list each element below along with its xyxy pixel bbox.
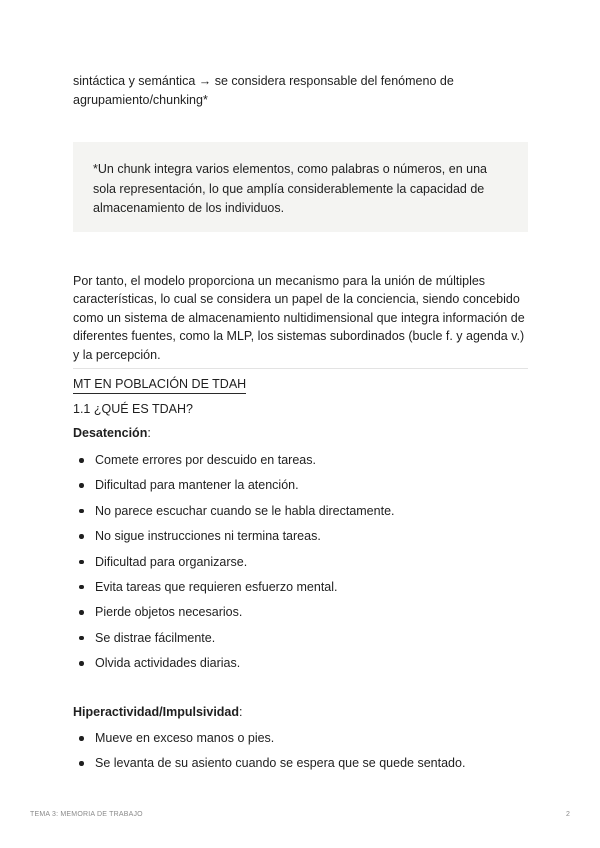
hyperactivity-colon: : [239,705,243,719]
inattention-heading [73,425,151,441]
hyperactivity-heading [73,704,243,720]
inattention-list [73,452,528,681]
list-item: Se levanta de su asiento cuando se espera que se quede sentado. [73,755,528,780]
list-item: No parece escuchar cuando se le habla directamente. [73,503,528,528]
footer-title: TEMA 3: MEMORIA DE TRABAJO [30,811,143,818]
hyperactivity-list [73,730,528,781]
list-item: Mueve en exceso manos o pies. [73,730,528,755]
list-item: Se distrae fácilmente. [73,630,528,655]
body-paragraph: Por tanto, el modelo proporciona un mecanismo para la unión de múltiples características, lo cual se considera un papel de la conciencia, siendo concebido como un sistema de almacenamiento nultidimensional que integra información de diferentes fuentes, como la MLP, los sistemas subordinados (bucle f. y agenda v.) y la percepción. [73,274,525,362]
page-number: 2 [566,811,570,818]
list-item: Olvida actividades diarias. [73,655,528,680]
divider [73,368,528,369]
list-item: Comete errores por descuido en tareas. [73,452,528,477]
inattention-label: Desatención [73,426,148,440]
callout-text: *Un chunk integra varios elementos, como palabras o números, en una sola representación, lo que amplía considerablemente la capacidad de almacenamiento de los individuos. [93,162,487,215]
hyperactivity-label: Hiperactividad/Impulsividad [73,705,240,719]
list-item: Dificultad para mantener la atención. [73,477,528,502]
list-item: No sigue instrucciones ni termina tareas. [73,528,528,553]
inattention-colon: : [147,426,151,440]
callout-box [73,142,528,232]
list-item: Pierde objetos necesarios. [73,604,528,629]
subheading: 1.1 ¿QUÉ ES TDAH? [73,402,193,416]
intro-text: sintáctica y semántica → se considera responsable del fenómeno de agrupamiento/chunking* [73,74,454,107]
list-item: Evita tareas que requieren esfuerzo mental. [73,579,528,604]
list-item: Dificultad para organizarse. [73,554,528,579]
section-link-tdah[interactable]: MT EN POBLACIÓN DE TDAH [73,376,246,394]
